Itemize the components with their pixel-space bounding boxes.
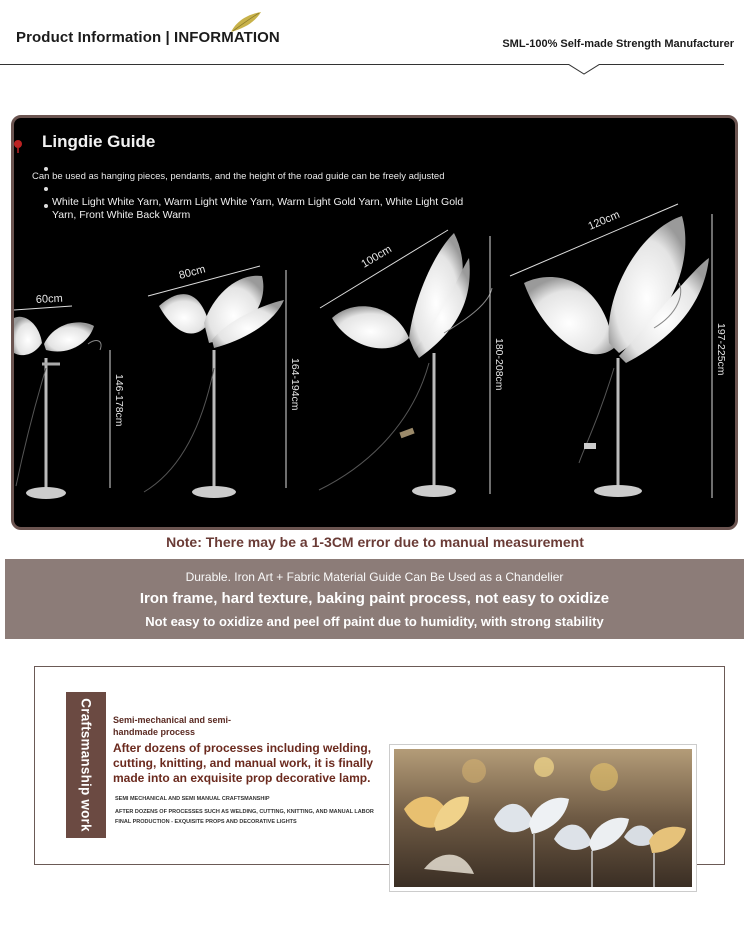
wing-size-label: 80cm: [177, 263, 207, 282]
craftsmanship-tab-label: Craftsmanship work: [78, 698, 94, 832]
manufacturer-tagline: SML-100% Self-made Strength Manufacturer: [502, 38, 734, 50]
height-label: 180-208cm: [493, 338, 505, 391]
notch-marker: [568, 64, 600, 76]
leaf-icon: [229, 10, 263, 34]
lamp-100cm: [319, 233, 492, 497]
height-label: 197-225cm: [715, 323, 727, 376]
color-options: White Light White Yarn, Warm Light White Yarn, Warm Light Gold Yarn, White Light Gold Yarn, Front White Back Warm: [52, 196, 464, 221]
size-guide-panel: [11, 115, 738, 530]
craft-caps-2: AFTER DOZENS OF PROCESSES SUCH AS WELDING, CUTTING, KNITTING, AND MANUAL LABOR FINAL PRODUCTION - EXQUISITE PROPS AND DECORATIVE LIGHTS: [115, 809, 374, 825]
feature-line-3: Not easy to oxidize and peel off paint due to humidity, with strong stability: [145, 614, 604, 629]
feature-band: [5, 559, 744, 639]
height-label: 146-178cm: [113, 374, 125, 427]
butterfly-lamps-photo: [394, 749, 692, 887]
height-label: 164-194cm: [289, 358, 301, 411]
product-photo: [389, 744, 697, 892]
feature-line-1: Durable. Iron Art + Fabric Material Guide Can Be Used as a Chandelier: [185, 570, 564, 584]
wing-size-label: 100cm: [359, 243, 394, 271]
page-title: Product Information | INFORMATION: [16, 29, 280, 46]
wing-size-label: 60cm: [35, 292, 64, 306]
craft-subtitle: Semi-mechanical and semi-handmade process: [113, 715, 232, 737]
header-divider: [0, 64, 724, 65]
craft-caps-1: SEMI MECHANICAL AND SEMI MANUAL CRAFTSMANSHIP: [115, 796, 270, 802]
lamp-illustrations: [14, 118, 735, 527]
lamp-80cm: [144, 276, 284, 498]
lamp-60cm: [14, 317, 101, 499]
measurement-note: Note: There may be a 1-3CM error due to manual measurement: [166, 534, 584, 550]
feature-line-2: Iron frame, hard texture, baking paint process, not easy to oxidize: [139, 590, 610, 607]
guide-title: Lingdie Guide: [42, 132, 156, 151]
craftsmanship-tab: [66, 692, 106, 838]
wing-size-label: 120cm: [586, 208, 622, 233]
guide-description: Can be used as hanging pieces, pendants, and the height of the road guide can be freely adjusted: [32, 171, 445, 182]
craft-body: After dozens of processes including welding, cutting, knitting, and manual work, it is finally made into an exquisite prop decorative lamp.: [113, 741, 374, 785]
